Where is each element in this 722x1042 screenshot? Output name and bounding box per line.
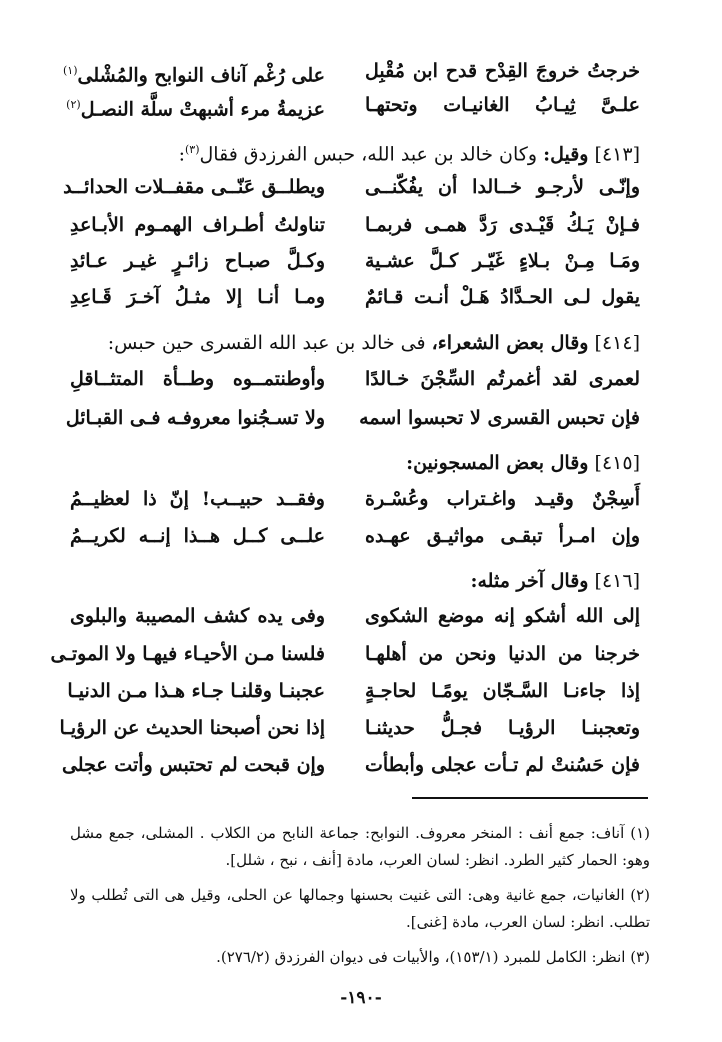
verse-line: [70, 521, 640, 551]
verse-line: [63, 56, 640, 87]
verse-line: [70, 601, 640, 631]
section-text-tail: :: [178, 143, 185, 166]
section-label: وقال بعض المسجونين:: [406, 452, 589, 474]
second-hemistich: تناولتُ أطـراف الهمـوم الأبـاعدِ: [70, 214, 325, 236]
footnote-2: (٢) الغانيات، جمع غانية وهى: التى غنيت بحسنها وجمالها عن الحلى، وقيل هى التى تُطلب ولا تطلب. انظر: لسان العرب، مادة [غنى].: [70, 886, 650, 931]
second-hemistich-text: عزيمةُ مرء أشبهتْ سلَّة النصـل: [80, 98, 325, 121]
footnote-divider: [412, 797, 648, 799]
second-hemistich: [63, 56, 325, 90]
second-hemistich: وفقــد حبيــب! إنّ ذا لعظيــمُ: [70, 488, 325, 510]
verse-line: [66, 90, 640, 121]
verse-line: [70, 364, 640, 394]
section-text: فى خالد بن عبد الله القسرى حين حبس:: [107, 332, 426, 354]
second-hemistich-text: على رُغْم آناف النوابح والمُشْلى: [77, 64, 325, 87]
section-number: [٤١٦]: [594, 570, 640, 592]
verse-line: [59, 713, 640, 743]
footnote-3: (٣) انظر: الكامل للمبرد (١٥٣/١)، والأبيات فى ديوان الفرزدق (٢٧٦/٢).: [216, 948, 650, 966]
first-hemistich: خرجنا من الدنيا ونحن من أهلهـا: [365, 643, 640, 665]
verse-line: [70, 246, 640, 276]
first-hemistich: ومَـا مِـنْ بـلاءٍ غَيّـر كـلَّ عشـية: [365, 250, 640, 272]
section-label: وقال بعض الشعراء،: [431, 332, 589, 354]
section-heading-414: [70, 328, 640, 358]
second-hemistich: علــى كــل هــذا إنــه لكريــمُ: [70, 525, 325, 547]
first-hemistich: خرجتُ خروجَ القِدْح قدح ابن مُقْبِل: [365, 60, 640, 82]
section-number: [٤١٤]: [594, 332, 640, 354]
verse-line: [65, 403, 640, 433]
second-hemistich: وفى يده كشف المصيبة والبلوى: [70, 605, 325, 627]
second-hemistich: فلسنا مـن الأحيـاء فيهـا ولا الموتـى: [50, 643, 325, 665]
second-hemistich: وإن قبحت لم تحتبس وأتت عجلى: [61, 754, 325, 776]
second-hemistich: [66, 90, 325, 124]
footnote-ref: (٢): [66, 98, 81, 111]
section-number: [٤١٣]: [594, 143, 640, 166]
section-number: [٤١٥]: [594, 452, 640, 474]
first-hemistich: علـىَّ ثِيـابُ الغانيـات وتحتهـا: [365, 94, 640, 116]
first-hemistich: فـإنْ يَـكُ قَيْـدى رَدَّ همـى فربمـا: [365, 214, 640, 236]
page-number: -١٩٠-: [340, 988, 382, 1008]
verse-line: [70, 282, 640, 312]
second-hemistich: ومـا أنـا إلا مثـلُ آخـرَ قَـاعِدِ: [70, 286, 325, 308]
first-hemistich: إذا جاءنـا السَّـجّان يومًـا لحاجـةٍ: [365, 680, 640, 702]
second-hemistich: ولا تسـجُنوا معروفـه فـى القبـائل: [65, 407, 325, 429]
first-hemistich: لعمرى لقد أغمرتُم السِّجْنَ خـالدًا: [365, 368, 640, 390]
first-hemistich: وإن امـرأ تبقـى مواثيـق عهـده: [365, 525, 640, 547]
footnote-1: (١) آناف: جمع أنف : المنخر معروف. النوابح: جماعة النابح من الكلاب . المشلى، جمع مشل وهو: الحمار كثير الطرد. انظر: لسان العرب، مادة [أنف ، نبح ، شلل].: [70, 824, 650, 869]
first-hemistich: وإنّـى لأرجـو خــالدا أن يفُكّنــى: [365, 176, 640, 198]
first-hemistich: يقول لـى الحـدَّادُ هَـلْ أنـت قـائمٌ: [365, 286, 640, 308]
second-hemistich: وأوطنتمــوه وطــأة المتثــاقلِ: [70, 368, 325, 390]
section-heading-416: [70, 566, 640, 596]
second-hemistich: ويطلــق عَنّــى مقفــلات الحدائــد: [63, 176, 325, 198]
section-heading-415: [70, 448, 640, 478]
first-hemistich: فإن حَسُنتْ لم تـأت عجلى وأبطأت: [365, 754, 640, 776]
verse-line: [63, 172, 640, 202]
footnote-ref: (٣): [184, 143, 200, 156]
footnote-ref: (١): [63, 64, 78, 77]
first-hemistich: وتعجبنـا الرؤيـا فجـلُّ حديثنـا: [365, 717, 640, 739]
verse-line: [61, 750, 640, 780]
verse-line: [50, 639, 640, 669]
verse-line: [70, 484, 640, 514]
second-hemistich: وكـلَّ صبـاح زائـرٍ غيـر عـائدِ: [70, 250, 325, 272]
section-text: وكان خالد بن عبد الله، حبس الفرزدق فقال: [199, 143, 538, 166]
second-hemistich: إذا نحن أصبحنا الحديث عن الرؤيـا: [59, 717, 325, 739]
verse-line: [67, 676, 640, 706]
section-label: وقال آخر مثله:: [470, 570, 589, 592]
second-hemistich: عجبنـا وقلنـا جـاء هـذا مـن الدنيـا: [67, 680, 325, 702]
section-heading-413: [70, 135, 640, 169]
first-hemistich: فإن تحبس القسرى لا تحبسوا اسمه: [359, 407, 640, 429]
first-hemistich: أَسِجْنٌ وقيـد واغـتراب وعُسْـرة: [365, 488, 640, 510]
first-hemistich: إلى الله أشكو إنه موضع الشكوى: [365, 605, 640, 627]
section-label: وقيل:: [543, 143, 589, 166]
verse-line: [70, 210, 640, 240]
